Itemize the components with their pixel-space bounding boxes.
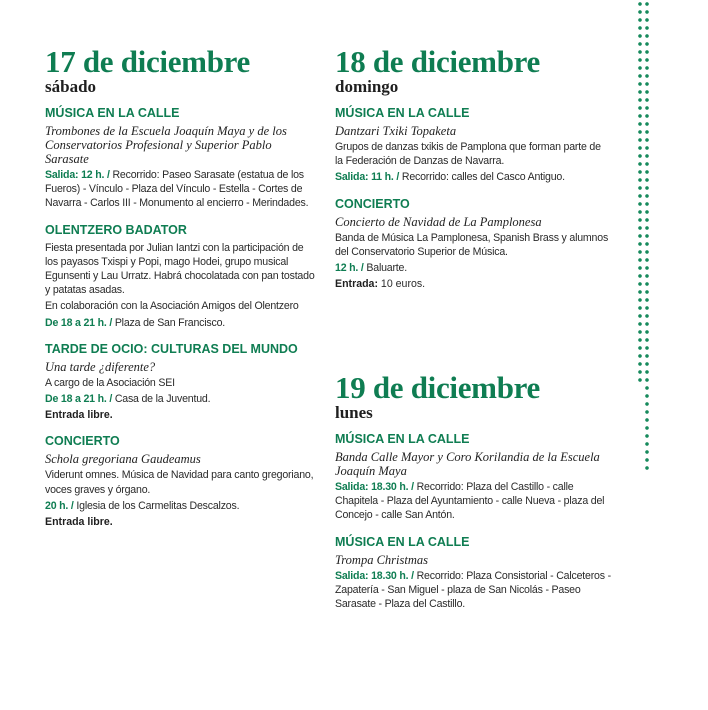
time-text: Casa de la Juventud. [112,393,211,406]
time-text: Recorrido: calles del Casco Antiguo. [399,171,565,184]
time-label: De 18 a 21 h. / [45,316,113,329]
entry-label: Entrada libre. [45,409,113,422]
event-info [335,261,611,275]
event-category: CONCIERTO [45,434,120,449]
event-category: MÚSICA EN LA CALLE [335,534,470,549]
event-description: Banda de Música La Pamplonesa, Spanish Brass y alumnos del Conservatorio Superior de Música. [335,231,609,258]
event-category: OLENTZERO BADATOR [45,222,187,237]
event-subtitle: Schola gregoriana Gaudeamus [45,452,201,467]
day-column-17 [45,46,317,529]
event-subtitle: Banda Calle Mayor y Coro Korilandia de la Escuela Joaquín Maya [335,450,600,478]
day-title: 17 de diciembre [45,44,251,79]
event-subtitle: Dantzari Txiki Topaketa [335,124,457,138]
event-entry [45,408,317,422]
event-note: En colaboración con la Asociación Amigos del Olentzero [45,300,299,313]
time-label: 12 h. / [335,262,364,275]
event-info [45,392,317,406]
time-text: Recorrido: Plaza del Castillo - calle Chapitela - Plaza del Ayuntamiento - calle Nueva - plaza del Concejo - calle San Antón. [335,481,605,522]
event-subtitle: Trombones de la Escuela Joaquín Maya y de los Conservatorios Profesional y Superior Pablo Sarasate [45,124,287,166]
day-name: domingo [335,77,399,96]
event-description: Grupos de danzas txikis de Pamplona que forman parte de la Federación de Danzas de Navarra. [335,141,601,168]
event-subtitle: Concierto de Navidad de La Pamplonesa [335,214,542,229]
time-label: 20 h. / [45,499,74,512]
event-info [45,316,317,330]
event-entry [45,515,317,529]
entry-text: 10 euros. [377,278,426,291]
event-category: MÚSICA EN LA CALLE [335,432,470,446]
day-column-18 [335,46,611,291]
event-category: TARDE DE OCIO: CULTURAS DEL MUNDO [45,341,298,356]
day-title: 19 de diciembre [335,370,541,405]
entry-label: Entrada: [335,278,378,291]
event-category: MÚSICA EN LA CALLE [335,106,470,120]
decorative-dots-inner [636,0,644,384]
event-description: Viderunt omnes. Música de Navidad para canto gregoriano, voces graves y órgano. [45,469,314,496]
time-text: Recorrido: Plaza Consistorial - Calceteros - Zapatería - San Miguel - plaza de San Nicolás - Paseo Sarasate - Plaza del Castillo. [335,569,611,611]
time-label: De 18 a 21 h. / [45,393,113,406]
event-info [335,569,611,612]
event-subtitle: Trompa Christmas [335,552,428,567]
event-block [45,434,317,529]
event-description: Fiesta presentada por Julian Iantzi con la participación de los payasos Txispi y Popi, mago Hodei, grupo musical Egunsenti y Lau Urratz. Habrá chocolatada con pan tostado y patatas asadas. [45,241,315,297]
event-description: A cargo de la Asociación SEI [45,376,175,389]
event-block [335,535,611,612]
event-category: CONCIERTO [335,196,410,211]
event-block [45,223,317,330]
day-title: 18 de diciembre [335,44,541,79]
day-name: sábado [45,77,97,96]
event-subtitle: Una tarde ¿diferente? [45,359,156,374]
time-text: Baluarte. [363,262,407,275]
time-label: Salida: 18.30 h. / [335,569,414,582]
time-label: Salida: 11 h. / [335,171,400,184]
time-text: Plaza de San Francisco. [112,316,226,329]
time-text: Iglesia de los Carmelitas Descalzos. [73,499,240,512]
event-entry [335,277,611,291]
event-category: MÚSICA EN LA CALLE [45,106,180,120]
event-info [335,170,611,184]
event-block [335,197,611,292]
decorative-dots [643,0,651,470]
event-block [45,342,317,423]
time-label: Salida: 12 h. / [45,169,110,181]
day-column-19 [335,372,611,613]
event-block [335,432,611,523]
entry-label: Entrada libre. [45,516,113,529]
event-info [45,499,317,513]
day-name: lunes [335,403,373,422]
time-text: Recorrido: Paseo Sarasate (estatua de los Fueros) - Vínculo - Plaza del Vínculo - Estella - Cortes de Navarra - Carlos III - Monumento al encierro - Merindades. [45,169,309,210]
event-info [45,168,317,211]
time-label: Salida: 18.30 h. / [335,481,414,493]
event-block [335,106,611,185]
event-block [45,106,317,211]
event-info [335,480,611,523]
